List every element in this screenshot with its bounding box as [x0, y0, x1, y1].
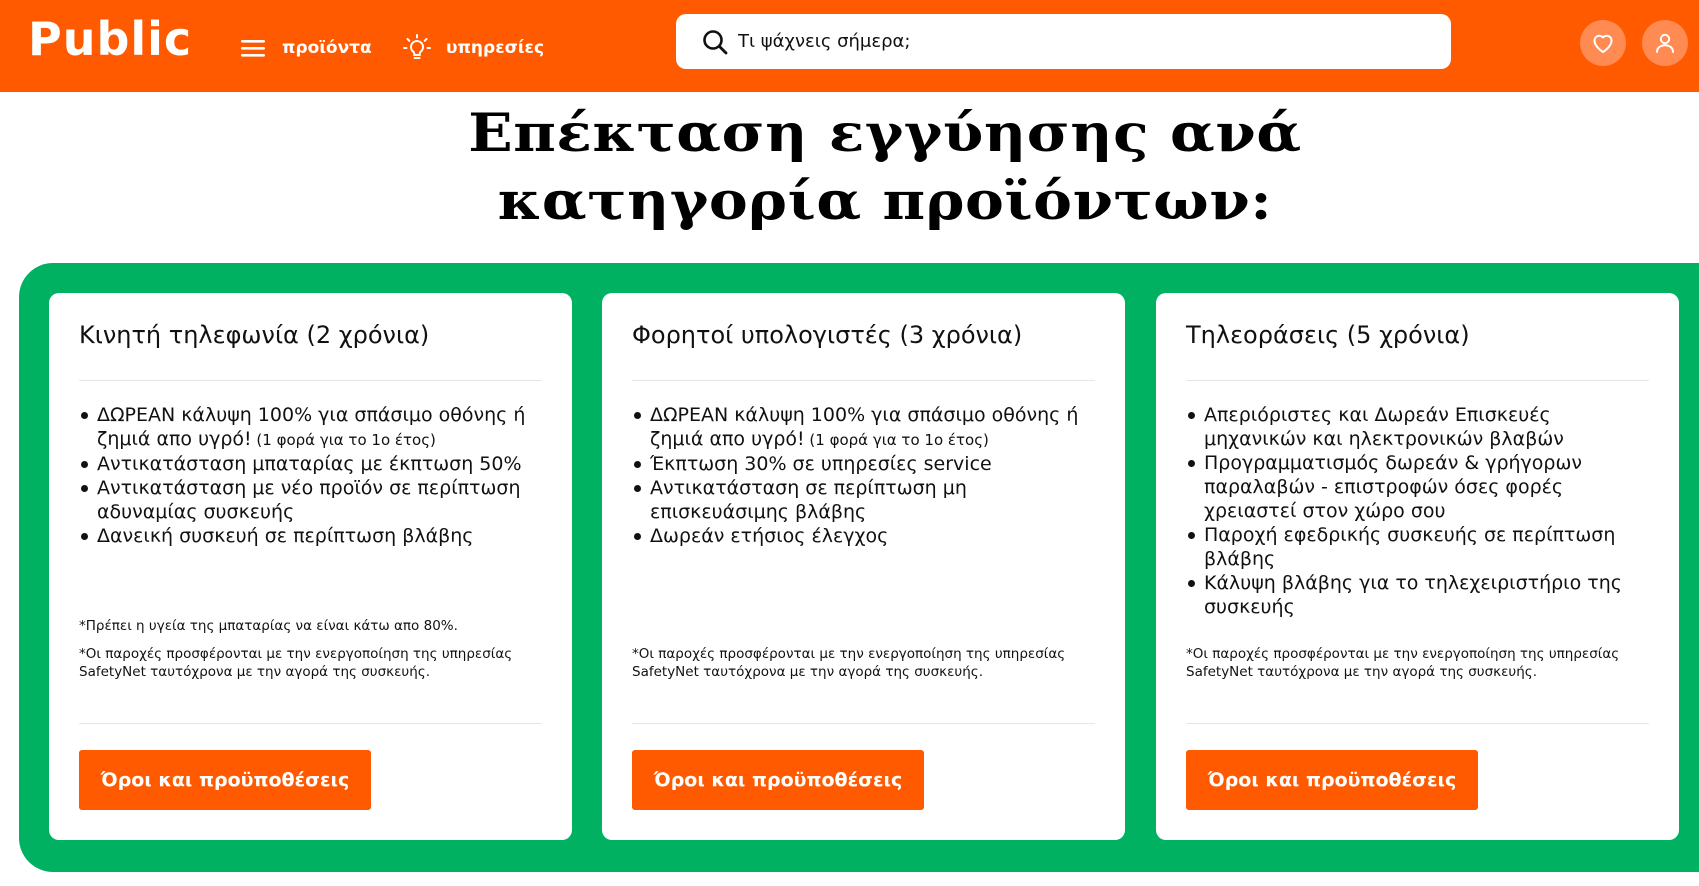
terms-button[interactable]: Όροι και προϋποθέσεις [632, 750, 924, 810]
list-item: Αντικατάσταση με νέο προϊόν σε περίπτωση αδυναμίας συσκευής [79, 476, 549, 524]
benefits-list [79, 403, 549, 548]
account-button[interactable] [1642, 20, 1688, 66]
divider [632, 723, 1095, 724]
battery-note: *Πρέπει η υγεία της μπαταρίας να είναι κάτω απο 80%. [79, 618, 458, 634]
list-item: Προγραμματισμός δωρεάν & γρήγορων παραλαβών - επιστροφών όσες φορές χρειαστεί στον χώρο σου [1186, 451, 1656, 523]
list-item: Αντικατάσταση σε περίπτωση μη επισκευάσιμης βλάβης [632, 476, 1102, 524]
list-item: Έκπτωση 30% σε υπηρεσίες service [632, 452, 1102, 476]
card-title: Κινητή τηλεφωνία (2 χρόνια) [79, 321, 430, 349]
heart-icon [1591, 32, 1615, 54]
wishlist-button[interactable] [1580, 20, 1626, 66]
divider [79, 380, 542, 381]
search-bar[interactable] [676, 14, 1451, 69]
top-bar [0, 0, 1699, 92]
search-input[interactable] [736, 30, 1420, 53]
card-title: Φορητοί υπολογιστές (3 χρόνια) [632, 321, 1023, 349]
card-title: Τηλεοράσεις (5 χρόνια) [1186, 321, 1470, 349]
lightbulb-icon [402, 33, 432, 63]
warranty-card-mobile [49, 293, 572, 840]
terms-button[interactable]: Όροι και προϋποθέσεις [79, 750, 371, 810]
terms-button[interactable]: Όροι και προϋποθέσεις [1186, 750, 1478, 810]
nav-services[interactable] [402, 30, 544, 66]
safetynet-note: *Οι παροχές προσφέρονται με την ενεργοποίηση της υπηρεσίας SafetyNet ταυτόχρονα με την αγορά της συσκευής. [632, 646, 1066, 680]
public-logo[interactable]: Public [28, 12, 193, 66]
nav-services-label: υπηρεσίες [446, 38, 545, 58]
warranty-card-laptops [602, 293, 1125, 840]
list-item: ΔΩΡΕΑΝ κάλυψη 100% για σπάσιμο οθόνης ή ζημιά απο υγρό! (1 φορά για το 1ο έτος) [79, 403, 549, 452]
list-item: Απεριόριστες και Δωρεάν Επισκευές μηχανικών και ηλεκτρονικών βλαβών [1186, 403, 1656, 451]
page-title [0, 100, 1699, 236]
menu-icon [240, 37, 268, 59]
warranty-card-tvs [1156, 293, 1679, 840]
user-icon [1654, 32, 1676, 54]
divider [79, 723, 542, 724]
benefits-list [1186, 403, 1656, 619]
list-item: Δανεική συσκευή σε περίπτωση βλάβης [79, 524, 549, 548]
divider [1186, 380, 1649, 381]
page-title-line2: κατηγορία προϊόντων: [497, 171, 1273, 232]
page-title-line1: Επέκταση εγγύησης ανά [468, 103, 1302, 164]
list-item: Αντικατάσταση μπαταρίας με έκπτωση 50% [79, 452, 549, 476]
safetynet-note: *Οι παροχές προσφέρονται με την ενεργοποίηση της υπηρεσίας SafetyNet ταυτόχρονα με την αγορά της συσκευής. [1186, 646, 1620, 680]
list-item: Παροχή εφεδρικής συσκευής σε περίπτωση βλάβης [1186, 523, 1656, 571]
list-item: Δωρεάν ετήσιος έλεγχος [632, 524, 1102, 548]
nav-products-label: προϊόντα [282, 38, 372, 58]
benefits-list [632, 403, 1102, 548]
divider [632, 380, 1095, 381]
list-item: ΔΩΡΕΑΝ κάλυψη 100% για σπάσιμο οθόνης ή ζημιά απο υγρό! (1 φορά για το 1ο έτος) [632, 403, 1102, 452]
search-icon [702, 29, 728, 55]
safetynet-note: *Οι παροχές προσφέρονται με την ενεργοποίηση της υπηρεσίας SafetyNet ταυτόχρονα με την αγορά της συσκευής. [79, 646, 513, 680]
list-item: Κάλυψη βλάβης για το τηλεχειριστήριο της συσκευής [1186, 571, 1656, 619]
divider [1186, 723, 1649, 724]
nav-products[interactable] [240, 30, 372, 66]
